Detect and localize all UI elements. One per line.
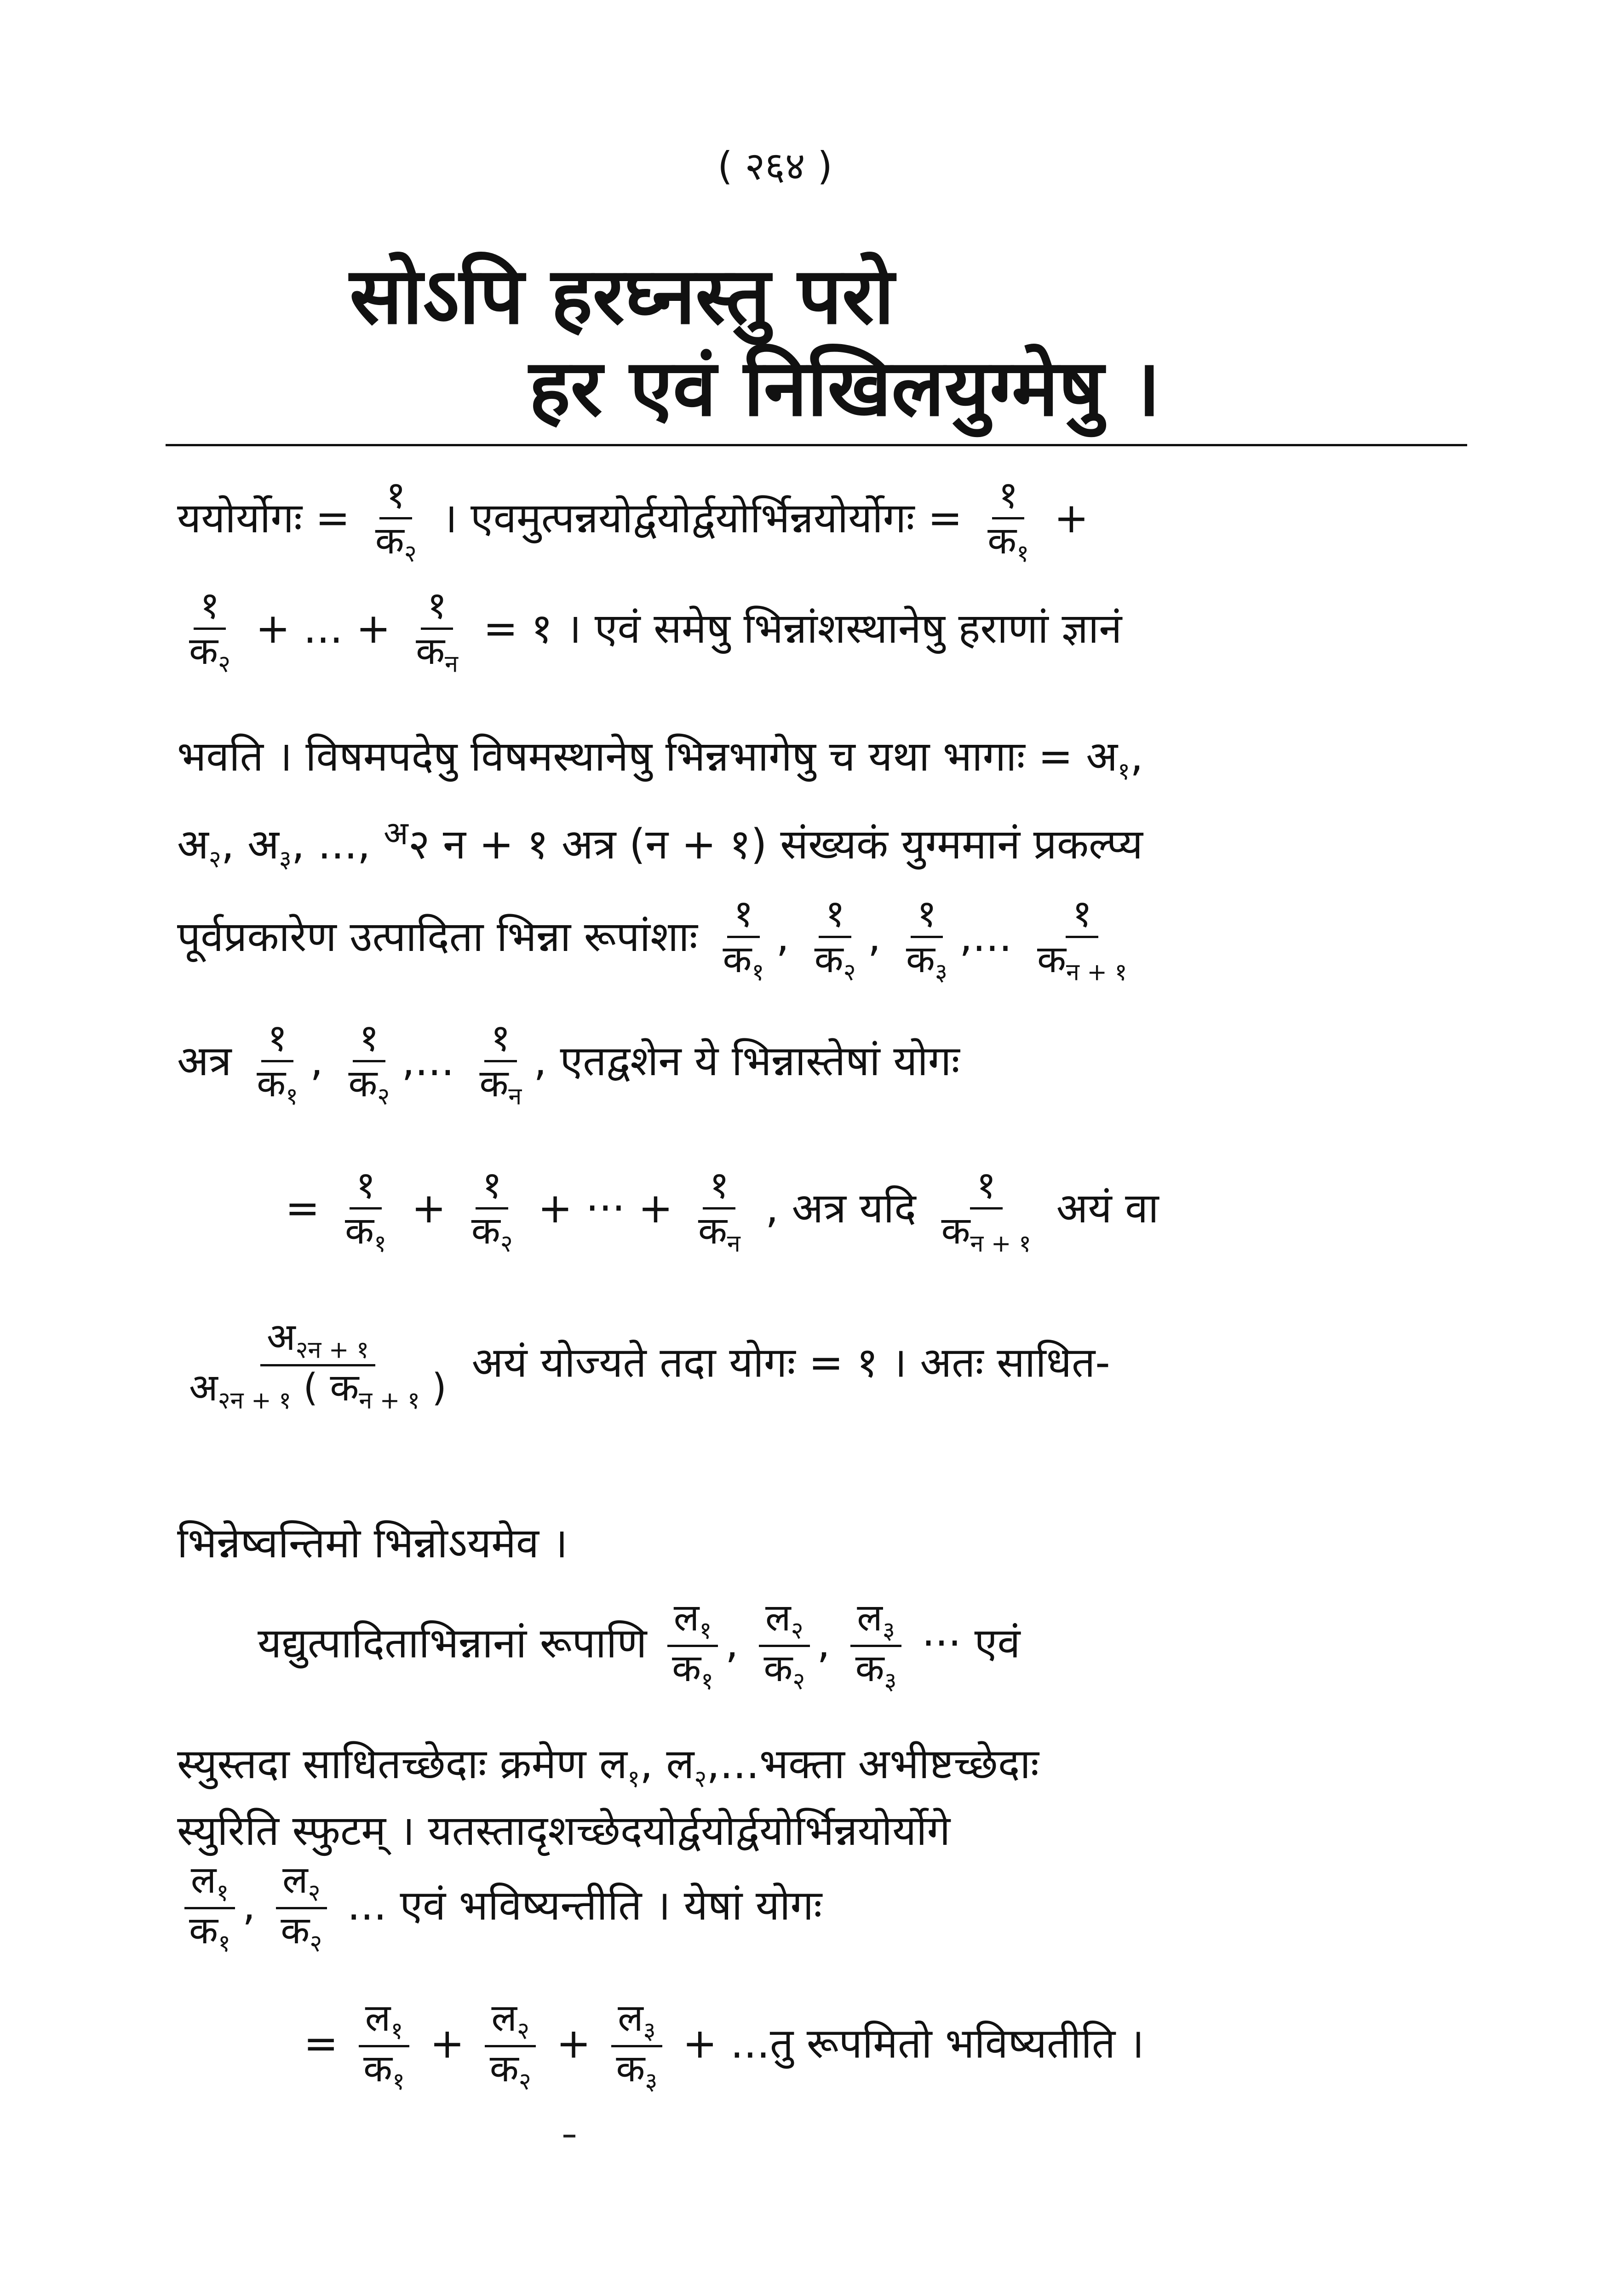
numerator: ल$_१$ xyxy=(359,1997,410,2047)
numerator: १ xyxy=(350,1164,382,1210)
fraction xyxy=(357,1997,411,2096)
horizontal-rule xyxy=(166,444,1467,446)
text-span: ... एवं भविष्यन्तीति । येषां योगः xyxy=(347,1881,822,1930)
denominator: क$_२$ xyxy=(348,1062,390,1111)
fraction xyxy=(849,1596,903,1695)
denominator: क$_२$ xyxy=(763,1647,805,1695)
text-span: , ल xyxy=(640,1740,694,1788)
text-span: , xyxy=(1130,732,1143,781)
text-span: भवति । विषमपदेषु विषमस्थानेषु भिन्नभागेषु च यथा भागाः = अ xyxy=(177,732,1118,781)
denominator: क$_{न + १}$ xyxy=(1037,938,1127,986)
text-span: पूर्वप्रकारेण उत्पादिता भिन्ना रूपांशाः xyxy=(177,913,698,962)
fraction xyxy=(473,1017,528,1111)
fraction xyxy=(808,893,862,986)
numerator: ल$_२$ xyxy=(759,1596,810,1647)
numerator: १ xyxy=(970,1164,1003,1210)
denominator: क$_न$ xyxy=(416,629,458,678)
fraction xyxy=(183,1316,453,1415)
fraction xyxy=(935,1164,1038,1258)
text-line-5: पूर्वप्रकारेण उत्पादिता भिन्ना रूपांशाः $\frac{१}{क_१}$ , $\frac{१}{क_२}$ , $\frac{१}{क_३}$ ,... $\frac{१}{क_{न + १}}$ xyxy=(177,893,1139,986)
text-span: + xyxy=(1054,494,1089,543)
numerator: १ xyxy=(379,474,412,519)
text-span: एतद्वशेन ये भिन्नास्तेषां योगः xyxy=(560,1037,960,1086)
text-span: , ..., xyxy=(291,820,371,869)
denominator: क$_२$ xyxy=(281,1909,322,1958)
verse-line-1: सोऽपि हरघ्नस्तु परो xyxy=(350,251,895,342)
text-span: अत्र xyxy=(177,1037,232,1086)
text-line-8 xyxy=(177,1316,1110,1415)
text-line-6: अत्र $\frac{१}{क_१}$ , $\frac{१}{क_२}$ ,... $\frac{१}{क_न}$ , एतद्वशेन ये भिन्नास्तेषां योगः xyxy=(177,1016,960,1111)
fraction xyxy=(183,1859,237,1958)
denominator: क$_१$ xyxy=(189,1909,231,1958)
numerator: १ xyxy=(911,893,943,938)
denominator: क$_१$ xyxy=(723,938,764,986)
subscript: २ xyxy=(208,846,221,873)
text-line-1 xyxy=(177,474,1089,568)
text-span: + xyxy=(556,2019,591,2068)
fraction xyxy=(609,1997,664,2096)
text-line-14 xyxy=(304,1997,1144,2096)
text-line-12 xyxy=(177,1801,950,1857)
text-span: स्युरिति स्फुटम् । यतस्तादृशच्छेदयोर्द्वयोर्द्वयोर्भिन्नयोर्योगे xyxy=(177,1807,951,1855)
verse-line-2: हर एवं निखिलयुग्मेषु । xyxy=(529,343,1161,434)
denominator: क$_३$ xyxy=(855,1647,897,1695)
denominator: क$_न$ xyxy=(479,1062,522,1111)
denominator: क$_३$ xyxy=(906,938,947,986)
denominator: क$_१$ xyxy=(345,1209,387,1258)
text-span: अ xyxy=(177,820,209,869)
stray-mark xyxy=(563,2135,575,2137)
text-span: अयं वा xyxy=(1056,1184,1159,1233)
page-number: ( २६४ ) xyxy=(717,144,832,189)
fraction xyxy=(981,474,1035,568)
text-line-7 xyxy=(285,1164,1159,1258)
text-span: ··· एवं xyxy=(922,1619,1021,1668)
fraction xyxy=(757,1596,811,1695)
text-span: , अ xyxy=(221,820,279,869)
denominator: क$_१$ xyxy=(257,1062,298,1111)
denominator: क$_२$ xyxy=(375,519,417,568)
numerator: १ xyxy=(992,474,1025,519)
denominator: क$_२$ xyxy=(814,938,856,986)
numerator: १ xyxy=(727,893,760,938)
text-span: = १ । एवं समेषु भिन्नांशस्थानेषु हराणां ज्ञानं xyxy=(483,605,1122,653)
text-span: = xyxy=(304,2019,339,2068)
fraction xyxy=(342,1017,396,1111)
text-span: + ...तु रूपमितो भविष्यतीति । xyxy=(683,2019,1144,2068)
denominator: क$_१$ xyxy=(987,519,1029,568)
text-line-2 xyxy=(177,584,1122,678)
numerator: १ xyxy=(353,1017,385,1062)
numerator: १ xyxy=(261,1017,294,1062)
fraction xyxy=(369,474,423,568)
numerator: ल$_३$ xyxy=(850,1596,901,1647)
text-line-13: $\frac{ल_१}{क_१}$ , $\frac{ल_२}{क_२}$ ... एवं भविष्यन्तीति । येषां योगः xyxy=(177,1859,822,1958)
numerator: ल$_२$ xyxy=(485,1997,536,2047)
fraction xyxy=(409,584,465,678)
numerator: ल$_३$ xyxy=(611,1997,662,2047)
fraction xyxy=(692,1164,747,1258)
text-line-4 xyxy=(177,810,1143,875)
text-span: यद्युत्पादिताभिन्नानां रूपाणि xyxy=(258,1619,647,1668)
denominator: क$_२$ xyxy=(489,2047,531,2096)
text-span: + ··· + xyxy=(538,1184,673,1233)
fraction xyxy=(716,893,770,986)
text-span: , अत्र यदि xyxy=(765,1184,916,1233)
denominator: अ$_{२न + १}$ ( क$_{न + १}$ ) xyxy=(189,1366,447,1415)
text-span: ,...भक्ता अभीष्टच्छेदाः xyxy=(706,1740,1039,1788)
fraction xyxy=(339,1164,393,1258)
fraction xyxy=(465,1164,519,1258)
fraction xyxy=(274,1859,328,1958)
text-line-3 xyxy=(177,727,1143,787)
numerator: अ$_{२न + १}$ xyxy=(260,1316,375,1366)
numerator: ल$_१$ xyxy=(184,1859,235,1909)
denominator: क$_{न + १}$ xyxy=(941,1209,1031,1258)
numerator: १ xyxy=(1066,893,1098,938)
text-line-11: स्युस्तदा साधितच्छेदाः क्रमेण ल$_१$, ल$_२$,...भक्ता अभीष्टच्छेदाः xyxy=(177,1740,1039,1793)
text-span: + xyxy=(411,1184,447,1233)
subscript: १ xyxy=(1118,758,1130,785)
denominator: क$_३$ xyxy=(616,2047,658,2096)
denominator: क$_१$ xyxy=(672,1647,714,1695)
fraction xyxy=(483,1997,538,2096)
text-span: अयं योज्यते तदा योगः = १ । अतः साधित- xyxy=(471,1338,1110,1387)
numerator: १ xyxy=(476,1164,508,1210)
numerator: ल$_२$ xyxy=(276,1859,327,1909)
numerator: ल$_१$ xyxy=(667,1596,718,1647)
text-line-10: यद्युत्पादिताभिन्नानां रूपाणि $\frac{ल_१}{क_१}$ , $\frac{ल_२}{क_२}$ , $\frac{ल_३}{क_३}$ ··· एवं xyxy=(258,1596,1021,1695)
text-span: स्युस्तदा साधितच्छेदाः क्रमेण ल xyxy=(177,1740,628,1788)
text-span: + xyxy=(430,2019,465,2068)
text-span: भिन्नेष्वन्तिमो भिन्नोऽयमेव । xyxy=(177,1519,568,1567)
denominator: क$_न$ xyxy=(698,1209,740,1258)
numerator: १ xyxy=(703,1164,735,1210)
subscript: ३ xyxy=(279,846,292,873)
fraction xyxy=(183,584,237,678)
text-span: + ... + xyxy=(255,605,391,653)
fraction xyxy=(1031,893,1134,986)
fraction xyxy=(250,1017,304,1111)
denominator: क$_२$ xyxy=(471,1209,513,1258)
text-span: ययोर्योगः = xyxy=(177,494,350,543)
numerator: १ xyxy=(484,1017,517,1062)
numerator: १ xyxy=(421,584,453,630)
denominator: क$_१$ xyxy=(363,2047,405,2096)
text-line-9 xyxy=(177,1514,568,1570)
text-span: = xyxy=(285,1184,320,1233)
superscript: अ xyxy=(384,814,408,852)
fraction xyxy=(900,893,954,986)
numerator: १ xyxy=(194,584,226,630)
numerator: १ xyxy=(819,893,851,938)
text-span: । एवमुत्पन्नयोर्द्वयोर्द्वयोर्भिन्नयोर्योगः = xyxy=(442,494,963,543)
text-span: २ न + १ अत्र (न + १) संख्यकं युग्ममानं प्रकल्प्य xyxy=(408,820,1143,869)
fraction xyxy=(666,1596,720,1695)
denominator: क$_२$ xyxy=(189,629,231,678)
